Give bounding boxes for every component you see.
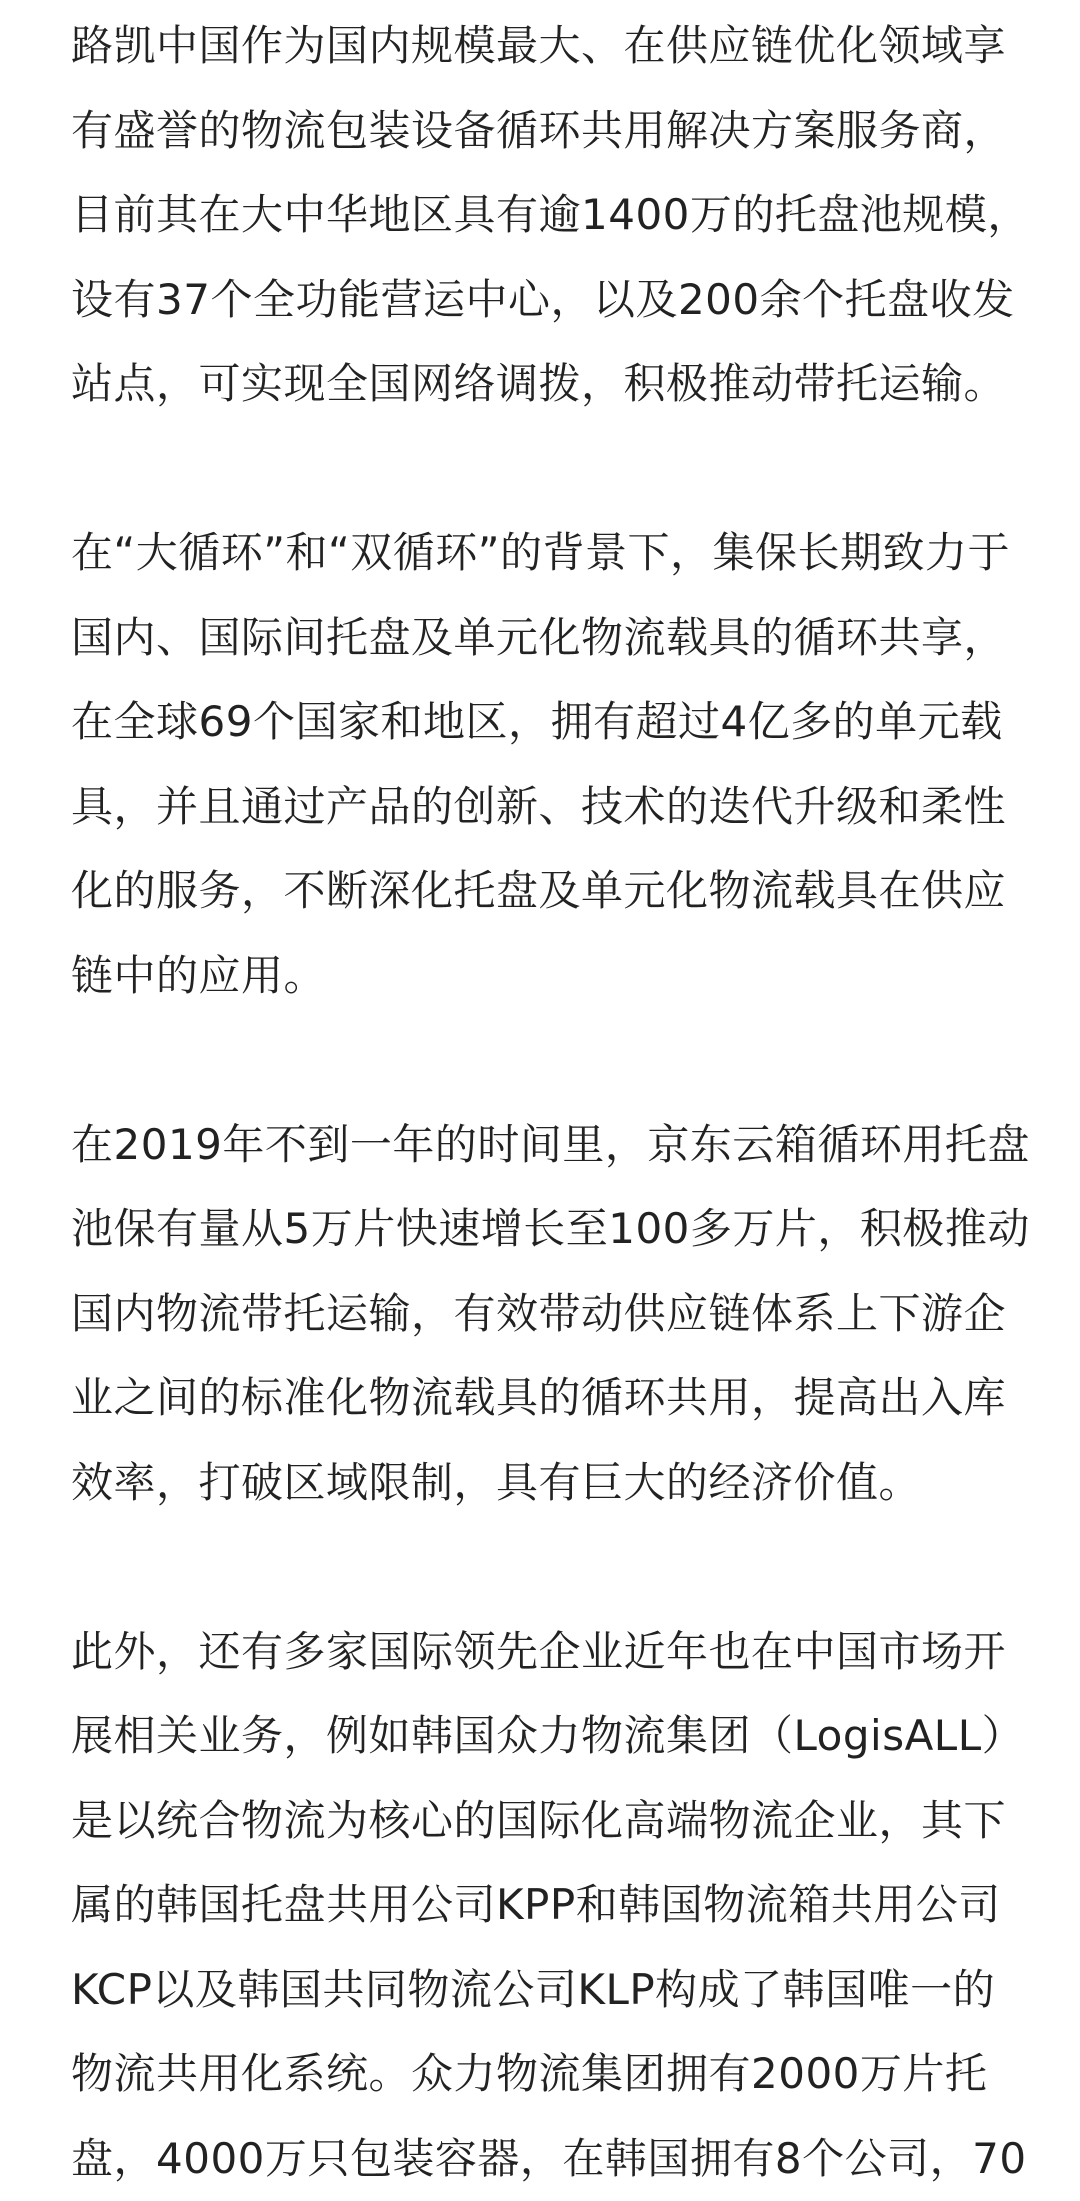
- text-line: 设有37个全功能营运中心，以及200余个托盘收发: [71, 258, 1021, 343]
- text-line: 属的韩国托盘共用公司KPP和韩国物流箱共用公司: [71, 1863, 1021, 1948]
- text-line: 目前其在大中华地区具有逾1400万的托盘池规模，: [71, 173, 1021, 258]
- text-line: 国内、国际间托盘及单元化物流载具的循环共享，: [71, 596, 1021, 681]
- text-line: 在2019年不到一年的时间里，京东云箱循环用托盘: [71, 1103, 1021, 1188]
- text-line: 效率，打破区域限制，具有巨大的经济价值。: [71, 1441, 1021, 1526]
- text-line: 业之间的标准化物流载具的循环共用，提高出入库: [71, 1356, 1021, 1441]
- text-line: 站点，可实现全国网络调拨，积极推动带托运输。: [71, 342, 1021, 427]
- text-line: 物流共用化系统。众力物流集团拥有2000万片托: [71, 2032, 1021, 2117]
- paragraph-spacer: [71, 427, 1021, 512]
- text-line: 此外，还有多家国际领先企业近年也在中国市场开: [71, 1610, 1021, 1695]
- text-line: 在“大循环”和“双循环”的背景下，集保长期致力于: [71, 511, 1021, 596]
- text-line: 路凯中国作为国内规模最大、在供应链优化领域享: [71, 4, 1021, 89]
- text-line: 是以统合物流为核心的国际化高端物流企业，其下: [71, 1779, 1021, 1864]
- text-line: 化的服务，不断深化托盘及单元化物流载具在供应: [71, 849, 1021, 934]
- text-line: 链中的应用。: [71, 934, 1021, 1019]
- paragraph-spacer: [71, 1525, 1021, 1610]
- paragraph-chep: [71, 511, 1021, 1018]
- text-line: 展相关业务，例如韩国众力物流集团（LogisALL）: [71, 1694, 1021, 1779]
- text-line: 国内物流带托运输，有效带动供应链体系上下游企: [71, 1272, 1021, 1357]
- article-body: [71, 4, 1021, 2201]
- text-line: 具，并且通过产品的创新、技术的迭代升级和柔性: [71, 765, 1021, 850]
- text-line: 池保有量从5万片快速增长至100多万片，积极推动: [71, 1187, 1021, 1272]
- paragraph-logisall: [71, 1610, 1021, 2201]
- text-line: KCP以及韩国共同物流公司KLP构成了韩国唯一的: [71, 1948, 1021, 2033]
- text-line: 在全球69个国家和地区，拥有超过4亿多的单元载: [71, 680, 1021, 765]
- paragraph-loscam: [71, 4, 1021, 427]
- text-line: 盘，4000万只包装容器，在韩国拥有8个公司，70: [71, 2117, 1021, 2201]
- paragraph-spacer: [71, 1018, 1021, 1103]
- paragraph-jd-cloud-box: [71, 1103, 1021, 1526]
- text-line: 有盛誉的物流包装设备循环共用解决方案服务商，: [71, 89, 1021, 174]
